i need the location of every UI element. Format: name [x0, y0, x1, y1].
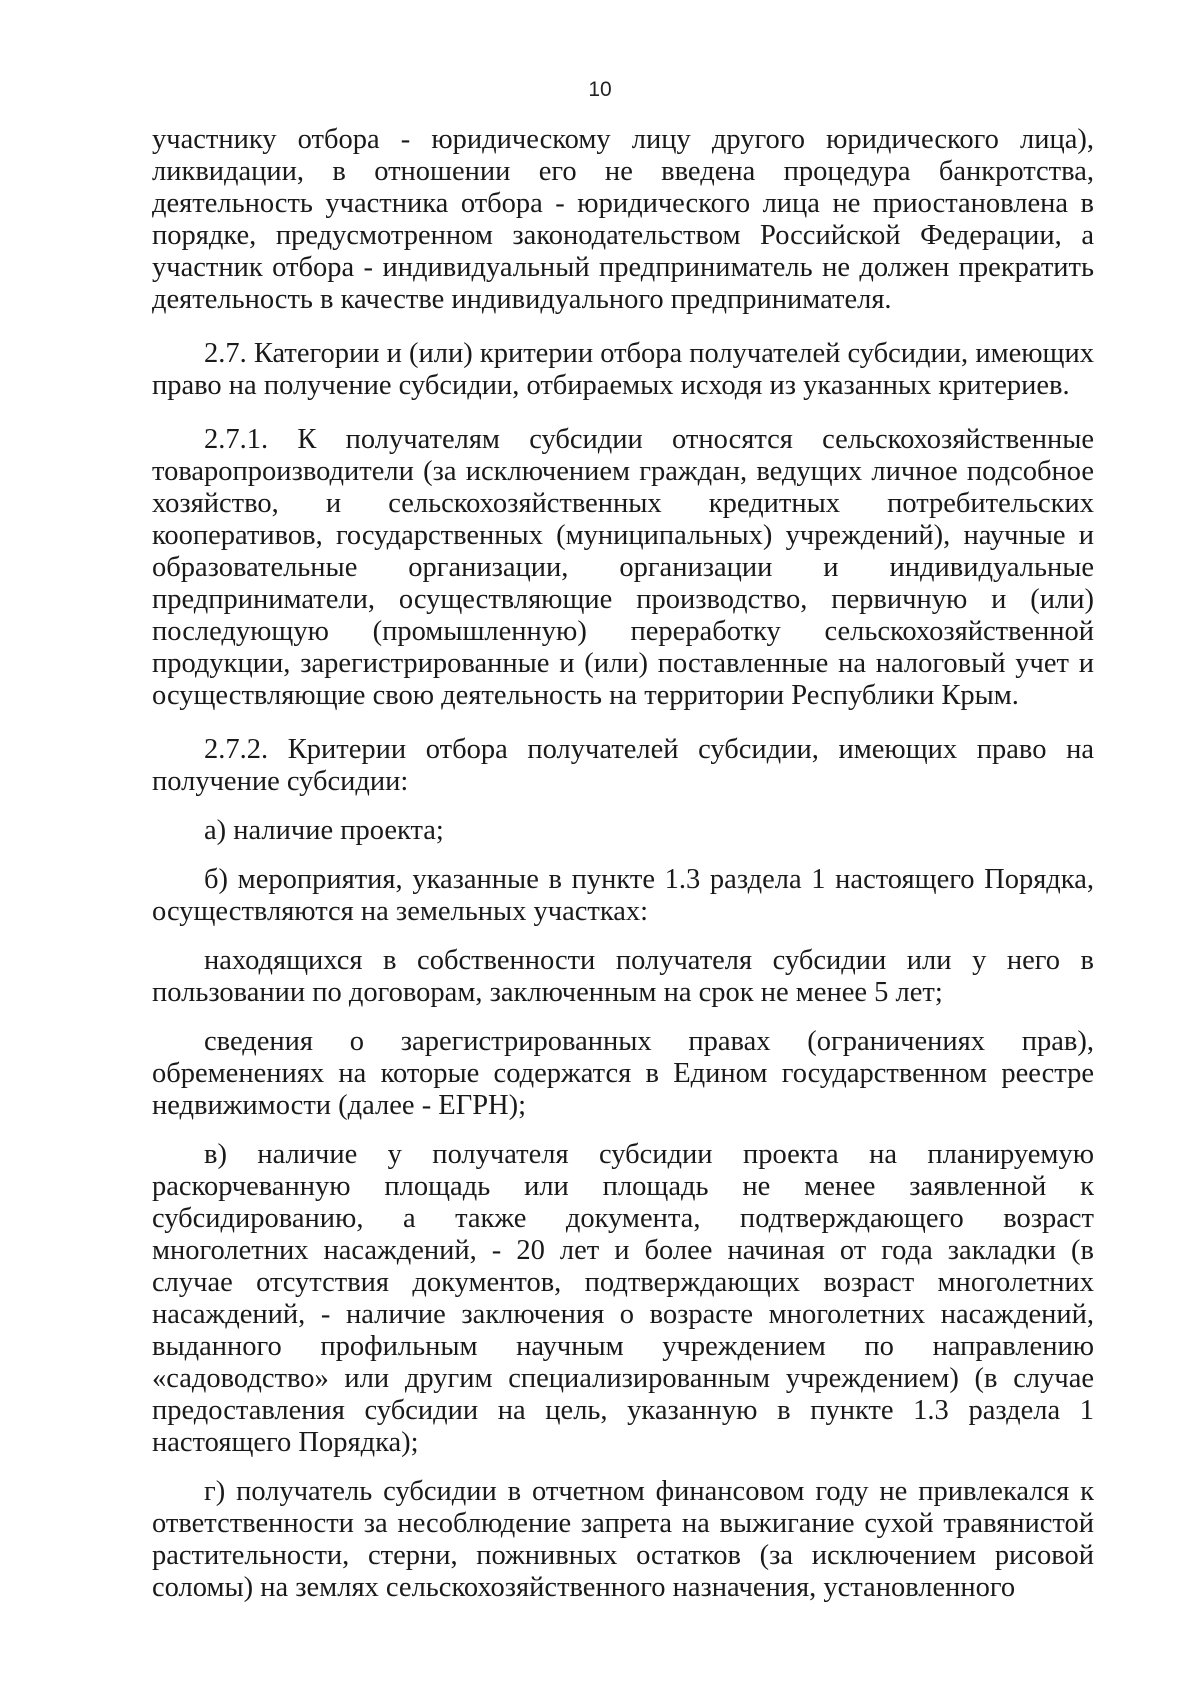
paragraph-item-v: в) наличие у получателя субсидии проекта на планируемую раскорчеванную площадь или площадь не менее заявленной к субсидированию, а также документа, подтверждающего возраст многолетних насаждений, - 20 лет и более начиная от года закладки (в случае отсутствия документов, подтверждающих возраст многолетних насаждений, - наличие заключения о возрасте многолетних насаждений, выданного профильным научным учреждением по направлению «садоводство» или другим специализированным учреждением) (в случае предоставления субсидии на цель, указанную в пункте 1.3 раздела 1 настоящего Порядка);: [152, 1139, 1094, 1458]
paragraph-continuation: участнику отбора - юридическому лицу другого юридического лица), ликвидации, в отношении его не введена процедура банкротства, деятельность участника отбора - юридического лица не приостановлена в порядке, предусмотренном законодательством Российской Федерации, а участник отбора - индивидуальный предприниматель не должен прекратить деятельность в качестве индивидуального предпринимателя.: [152, 124, 1094, 315]
paragraph-2-7-2: 2.7.2. Критерии отбора получателей субсидии, имеющих право на получение субсидии:: [152, 734, 1094, 797]
paragraph-item-a: а) наличие проекта;: [204, 815, 444, 846]
page-number: 10: [588, 78, 612, 101]
paragraph-2-7-1: 2.7.1. К получателям субсидии относятся сельскохозяйственные товаропроизводители (за исключением граждан, ведущих личное подсобное хозяйство, и сельскохозяйственных кредитных потребительских кооперативов, государственных (муниципальных) учреждений), научные и образовательные организации, организации и индивидуальные предприниматели, осуществляющие производство, первичную и (или) последующую (промышленную) переработку сельскохозяйственной продукции, зарегистрированные и (или) поставленные на налоговый учет и осуществляющие свою деятельность на территории Республики Крым.: [152, 424, 1094, 711]
document-body: [152, 124, 1094, 1604]
paragraph-item-b: б) мероприятия, указанные в пункте 1.3 раздела 1 настоящего Порядка, осуществляются на земельных участках:: [152, 864, 1094, 927]
paragraph-egrn: сведения о зарегистрированных правах (ограничениях прав), обременениях на которые содержатся в Едином государственном реестре недвижимости (далее - ЕГРН);: [152, 1026, 1094, 1121]
paragraph-2-7: 2.7. Категории и (или) критерии отбора получателей субсидии, имеющих право на получение субсидии, отбираемых исходя из указанных критериев.: [152, 338, 1094, 401]
paragraph-item-g: г) получатель субсидии в отчетном финансовом году не привлекался к ответственности за несоблюдение запрета на выжигание сухой травянистой растительности, стерни, пожнивных остатков (за исключением рисовой соломы) на землях сельскохозяйственного назначения, установленного: [152, 1476, 1094, 1603]
paragraph-land-ownership: находящихся в собственности получателя субсидии или у него в пользовании по договорам, заключенным на срок не менее 5 лет;: [152, 945, 1094, 1008]
